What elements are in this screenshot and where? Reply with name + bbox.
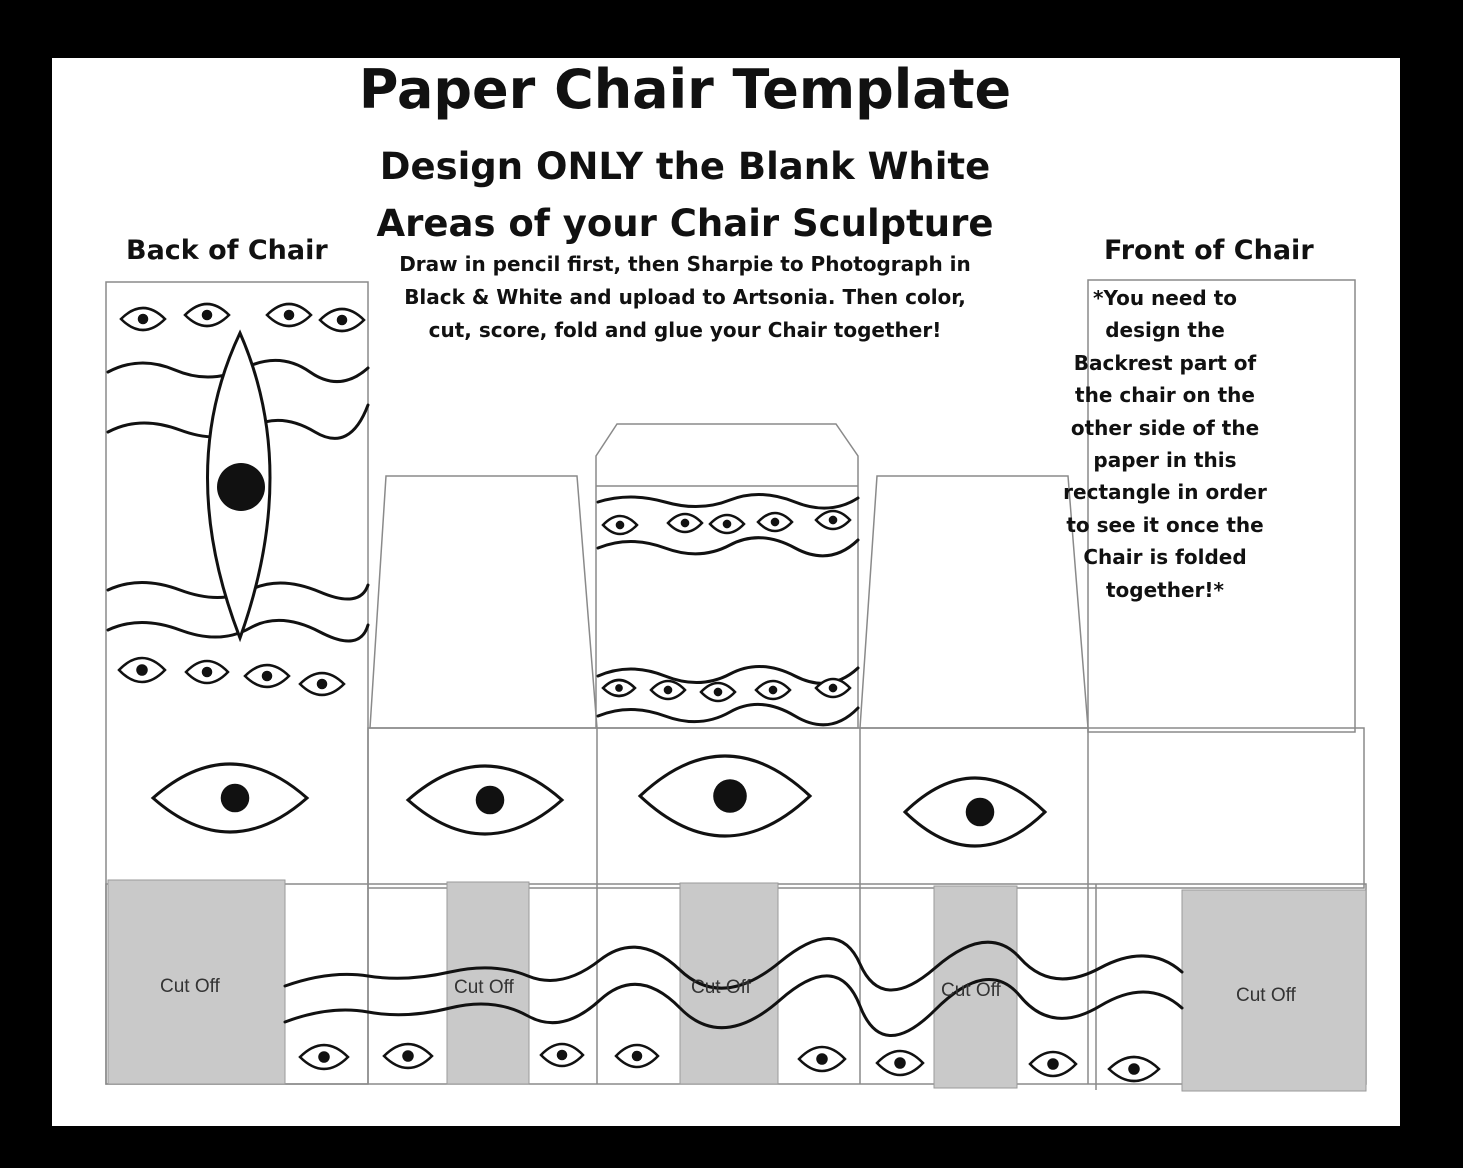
instructions-line: Draw in pencil first, then Sharpie to Photograph in — [399, 252, 971, 276]
wavy-line — [598, 494, 858, 508]
front-note-line: Backrest part of — [1073, 350, 1257, 375]
eye-icon — [651, 681, 685, 699]
eye-icon — [119, 658, 165, 682]
eye-icon — [408, 766, 562, 834]
subtitle-line: Design ONLY the Blank White — [379, 145, 991, 188]
eye-icon — [121, 308, 165, 330]
eye-icon — [603, 680, 635, 696]
cut-off-label: Cut Off — [454, 977, 514, 998]
back-of-chair-label: Back of Chair — [126, 235, 328, 266]
cut-off-label: Cut Off — [691, 977, 751, 998]
eye-icon — [710, 515, 744, 533]
front-note-line: *You need to — [1093, 286, 1237, 310]
front-note-line: the chair on the — [1075, 383, 1255, 408]
front-of-chair-label: Front of Chair — [1104, 235, 1314, 266]
eye-icon — [300, 673, 344, 695]
eye-icon — [816, 511, 850, 529]
eye-icon — [185, 304, 229, 326]
instructions-line: Black & White and upload to Artsonia. Then color, — [404, 285, 966, 309]
subtitle-line: Areas of your Chair Sculpture — [376, 202, 994, 245]
front-note-line: rectangle in order — [1063, 480, 1267, 505]
eye-icon — [877, 1051, 923, 1075]
eye-icon — [541, 1044, 583, 1066]
cut-off-label: Cut Off — [1236, 985, 1296, 1006]
eye-icon — [186, 661, 228, 683]
subtitle — [340, 138, 1030, 252]
eye-icon — [816, 679, 850, 697]
eye-icon — [799, 1047, 845, 1071]
eye-icon — [616, 1045, 658, 1067]
wavy-line — [598, 538, 858, 556]
cut-off-label: Cut Off — [160, 976, 220, 997]
left-side-panel — [370, 476, 597, 728]
eye-icon — [668, 514, 702, 532]
wavy-line — [598, 666, 858, 683]
eye-icon — [1030, 1052, 1076, 1076]
eye-icon — [1109, 1057, 1159, 1081]
page-title: Paper Chair Template — [358, 58, 1012, 121]
instructions — [340, 248, 1030, 347]
front-note-line: to see it once the — [1066, 512, 1264, 537]
eye-icon — [245, 665, 289, 687]
front-note-line: design the — [1105, 318, 1225, 343]
eye-icon — [300, 1045, 348, 1069]
front-note-line: together!* — [1106, 577, 1224, 602]
eye-icon — [905, 778, 1045, 846]
eye-icon — [603, 516, 637, 534]
front-note-line: Chair is folded — [1083, 545, 1247, 570]
cut-off-label: Cut Off — [941, 980, 1001, 1001]
eye-icon — [384, 1044, 432, 1068]
front-note — [1040, 282, 1290, 606]
front-note-line: paper in this — [1093, 448, 1237, 473]
eye-icon — [640, 756, 810, 836]
eye-icon — [756, 681, 790, 699]
eye-icon — [267, 304, 311, 326]
big-eye-pupil — [217, 463, 265, 511]
eye-icon — [701, 683, 735, 701]
eye-icon — [758, 513, 792, 531]
eye-icon — [153, 764, 307, 832]
front-note-line: other side of the — [1070, 415, 1260, 440]
wavy-line — [598, 704, 858, 724]
instructions-line: cut, score, fold and glue your Chair together! — [428, 318, 942, 342]
